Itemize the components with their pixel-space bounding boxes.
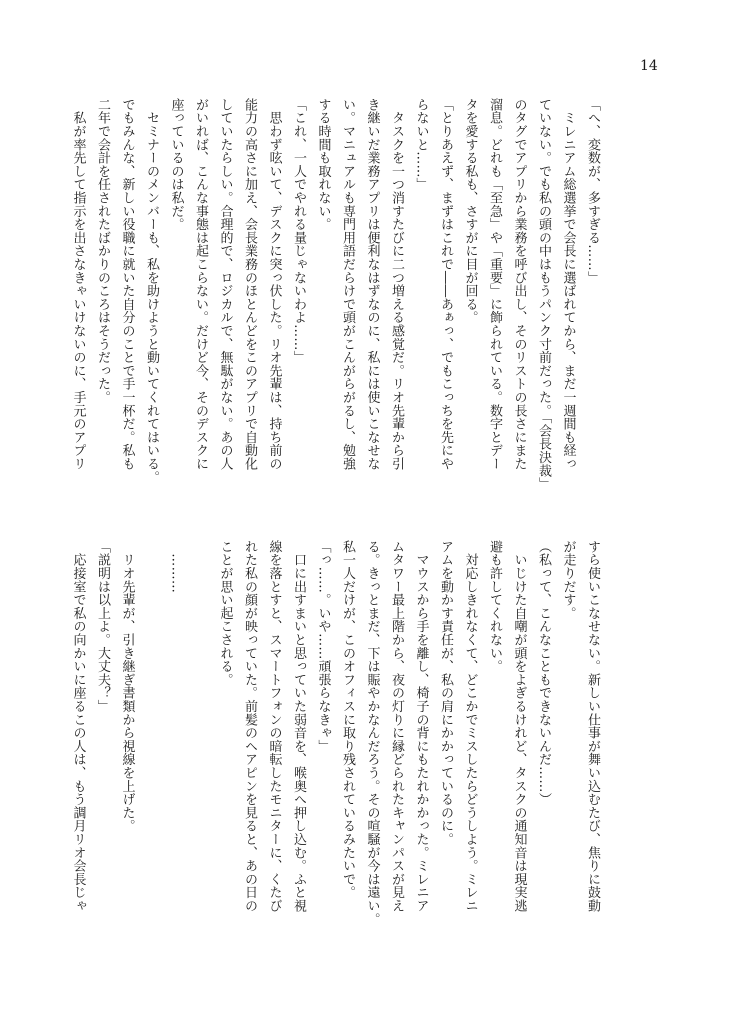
page-number: 14 [640,58,658,74]
text-line: 線を落とすと、スマートフォンの暗転したモニターに、くたび [266,540,282,913]
text-line: する時間も取れない。 [315,98,331,231]
text-line: がいれば、こんな事態は起こらない。だけど今、そのデスクに [193,98,208,471]
text-line: 「とりあえず、まずはこれで――あぁっ、でもこっちを先にや [438,98,453,471]
text-line: していたらしい。合理的で、ロジカルで、無駄がない。あの人 [217,98,233,471]
text-line: すら使いこなせない。新しい仕事が舞い込むたび、焦りに鼓動 [585,540,600,913]
text-line: 「へ、変数が、多すぎる……」 [585,98,600,285]
text-line: 応接室で私の向かいに座るこの人は、もう調月リオ会長じゃ [70,540,86,913]
text-line: タスクを一つ消すたびに二つ増える感覚だ。リオ先輩から引 [389,98,404,471]
text-line: 対応しきれなくて、どこかでミスしたらどうしよう。ミレニ [462,540,478,913]
text-line: 私一人だけが、このオフィスに取り残されているみたいで。 [340,540,355,900]
text-line: 思わず呟いて、デスクに突っ伏した。リオ先輩は、持ち前の [266,98,282,471]
text-line: タを愛する私も、さすがに目が回る。 [462,98,478,325]
text-line: が走りだす。 [560,540,576,620]
text-line: マウスから手を離し、椅子の背にもたれかかった。ミレニア [413,540,429,913]
text-line: 溜息。どれも「至急」や「重要」に飾られている。数字とデー [487,98,502,471]
text-line: のタグでアプリから業務を呼び出し、そのリストの長さにまた [511,98,527,471]
text-line: れた私の顔が映っていた。前髪のヘアピンを見ると、あの日の [242,540,257,913]
text-line: リオ先輩が、引き継ぎ書類から視線を上げた。 [119,540,135,833]
text-line: 私が率先して指示を出さなきゃいけないのに、手元のアプリ [70,98,86,471]
upper-text-block [70,98,604,491]
text-line: ミレニアム総選挙で会長に選ばれてから、まだ一週間も経っ [560,98,576,471]
text-line: き継いだ業務アプリは便利なはずなのに、私には使いこなせな [364,98,380,471]
text-line: 「説明は以上よ。大丈夫？」 [95,540,110,713]
text-line: セミナーのメンバーも、私を助けようと動いてくれてはいる。 [144,98,159,484]
scene-break: ……… [168,540,184,594]
text-line: ムタワー最上階から、夜の灯りに縁どられたキャンパスが見え [389,540,404,913]
blank-line [139,540,164,932]
text-line: 「っ……。いや……頑張らなきゃ」 [315,540,331,753]
text-line: 能力の高さに加え、会長業務のほとんどをこのアプリで自動化 [242,98,257,471]
lower-text-block [70,540,604,932]
text-line: い。マニュアルも専門用語だらけで頭がこんがらがるし、勉強 [340,98,355,471]
text-line: いじけた自嘲が頭をよぎるけれど、タスクの通知音は現実逃 [511,540,527,913]
blank-line [188,540,213,932]
text-line: でもみんな、新しい役職に就いた自分のことで手一杯だ。私も [119,98,135,471]
text-line: る。きっとまだ、下は賑やかなんだろう。その喧騒が今は遠い。 [364,540,380,926]
text-line: 口に出すまいと思っていた弱音を、喉奥へ押し込む。ふと視 [291,540,306,913]
text-line: 「これ、一人でやれる量じゃないわよ……」 [291,98,306,364]
text-line: ことが思い起こされる。 [217,540,233,687]
text-line: （私って、こんなこともできないんだ……） [536,540,551,806]
text-line: アムを動かす責任が、私の肩にかかっているのに。 [438,540,453,846]
text-line: らないと……」 [413,98,429,192]
text-line: 二年で会計を任されたばかりのころはそうだった。 [95,98,110,404]
text-line: 座っているのは私だ。 [168,98,184,231]
text-line: 避も許してくれない。 [487,540,502,673]
text-line: ていない。でも私の頭の中はもうパンク寸前だった。「会長決裁」 [536,98,551,491]
